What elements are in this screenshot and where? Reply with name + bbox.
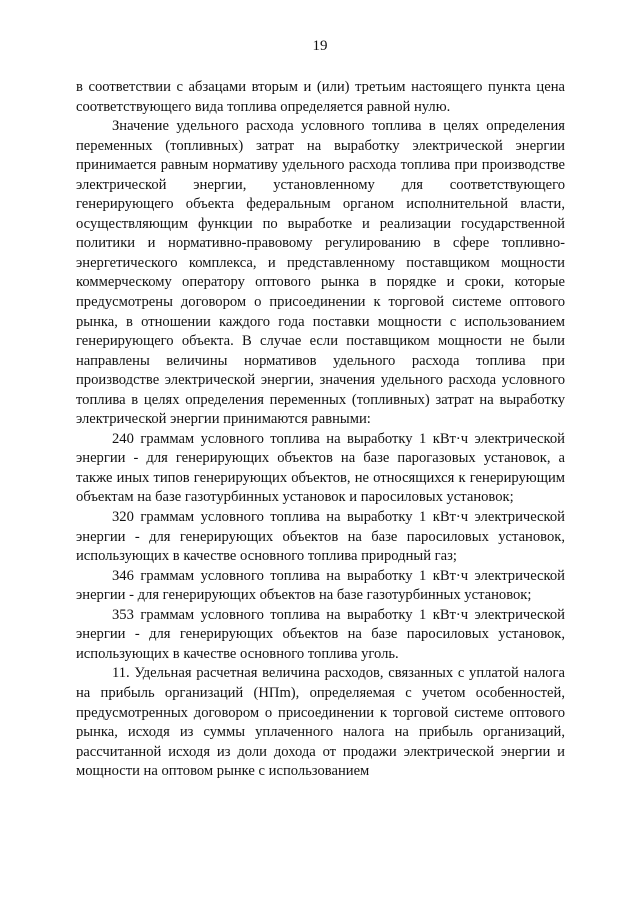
paragraph-fuel-consumption: Значение удельного расхода условного топлива в целях определения переменных (топливных) затрат на выработку электрической энергии принимается равным нормативу удельного расхода топлива при производстве электрической энергии, установленному для соответствующего генерирующего объекта федеральным органом исполнительной власти, осуществляющим функции по выработке и реализации государственной политики и нормативно-правовому регулированию в сфере топливно-энергетического комплекса, и представленному поставщиком мощности коммерческому оператору оптового рынка в порядке и сроки, которые предусмотрены договором о присоединении к торговой системе оптового рынка, в отношении каждого года поставки мощности с использованием генерирующего объекта. В случае если поставщиком мощности не были направлены величины нормативов удельного расхода топлива при производстве электрической энергии, значения удельного расхода условного топлива в целях определения переменных (топливных) затрат на выработку электрической энергии принимаются равными: xyxy=(76,118,565,428)
paragraph-353-grams: 353 граммам условного топлива на выработку 1 кВт·ч электрической энергии - для генерирующих объектов на базе паросиловых установок, использующих в качестве основного топлива уголь. xyxy=(76,606,565,662)
paragraph-item-11: 11. Удельная расчетная величина расходов, связанных с уплатой налога на прибыль организаций (НПm), определяемая с учетом особенностей, предусмотренных договором о присоединении к торговой системе оптового рынка, исходя из суммы уплаченного налога на прибыль организаций, рассчитанной исходя из доли дохода от продажи электрической энергии и мощности на оптовом рынке с использованием xyxy=(76,665,565,780)
paragraph-346-grams: 346 граммам условного топлива на выработку 1 кВт·ч электрической энергии - для генерирующих объектов на базе газотурбинных установок; xyxy=(76,567,565,604)
paragraph-240-grams: 240 граммам условного топлива на выработку 1 кВт·ч электрической энергии - для генерирующих объектов на базе парогазовых установок, а также иных типов генерирующих объектов, не относящихся к генерирующим объектам на базе газотурбинных установок и паросиловых установок; xyxy=(76,430,565,506)
page-number: 19 xyxy=(312,38,328,54)
paragraph-320-grams: 320 граммам условного топлива на выработку 1 кВт·ч электрической энергии - для генерирующих объектов на базе паросиловых установок, использующих в качестве основного топлива природный газ; xyxy=(76,509,565,565)
body-text xyxy=(76,78,565,782)
paragraph-continuation: в соответствии с абзацами вторым и (или) третьим настоящего пункта цена соответствующего вида топлива определяется равной нулю. xyxy=(76,79,565,115)
